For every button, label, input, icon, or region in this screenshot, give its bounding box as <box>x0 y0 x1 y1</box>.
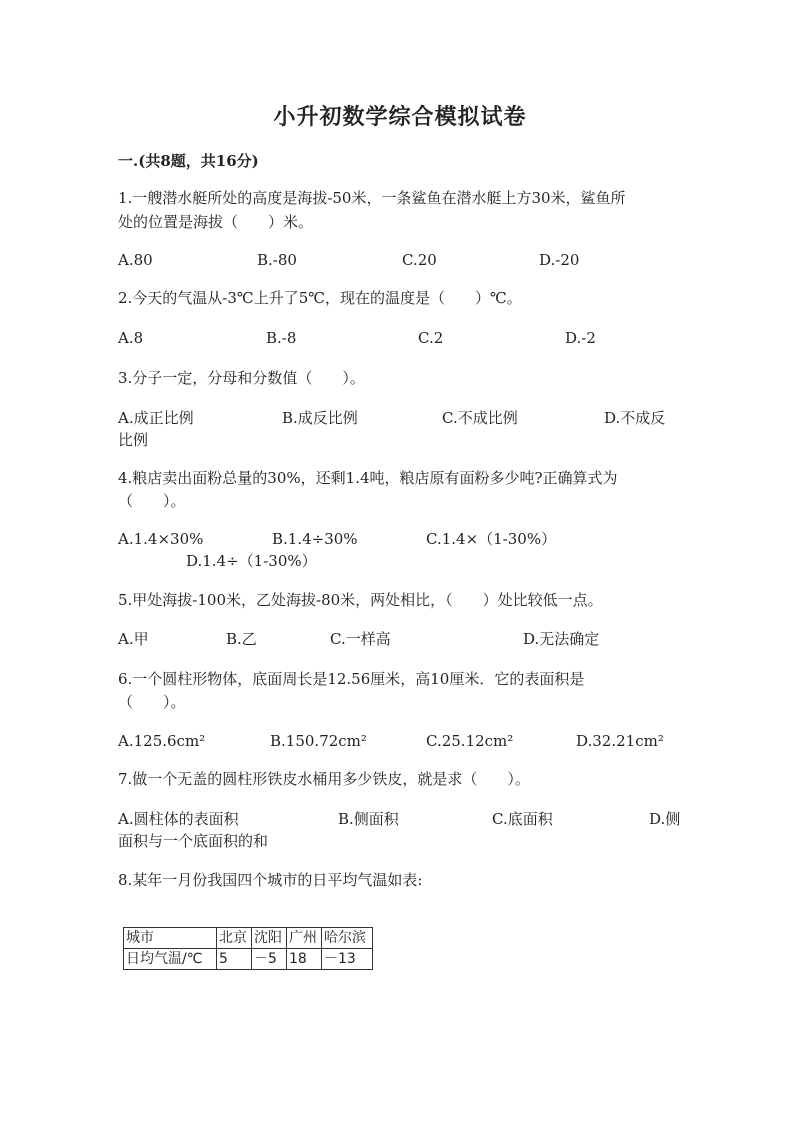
q6-option-b: B.150.72cm² <box>270 732 367 750</box>
q1-option-c: C.20 <box>402 251 437 269</box>
q4-option-d: D.1.4÷（1-30%） <box>186 552 317 570</box>
q4-option-b: B.1.4÷30% <box>272 530 358 548</box>
q4-option-a: A.1.4×30% <box>118 530 204 548</box>
q6-option-c: C.25.12cm² <box>426 732 514 750</box>
q3-option-b: B.成反比例 <box>282 409 358 427</box>
temperature-table <box>123 927 373 970</box>
q3-option-a: A.成正比例 <box>118 409 194 427</box>
table-cell: －13 <box>322 949 373 970</box>
q6-option-a: A.125.6cm² <box>118 732 206 750</box>
q7-option-d: D.侧 <box>649 810 681 828</box>
question-5-text: 5.甲处海拔-100米，乙处海拔-80米，两处相比，（ ）处比较低一点。 <box>118 591 603 609</box>
q3-option-d-cont: 比例 <box>118 431 149 449</box>
q7-option-a: A.圆柱体的表面积 <box>118 810 239 828</box>
table-cell: 5 <box>217 949 252 970</box>
q2-option-b: B.-8 <box>266 329 297 347</box>
table-row <box>124 949 373 970</box>
table-header-cell: 哈尔滨 <box>322 928 373 949</box>
q2-option-a: A.8 <box>118 329 144 347</box>
section-heading: 一.(共8题，共16分) <box>118 152 259 170</box>
table-header-cell: 沈阳 <box>252 928 287 949</box>
table-header-cell: 城市 <box>124 928 217 949</box>
question-3-text: 3.分子一定，分母和分数值（ ）。 <box>118 369 365 387</box>
question-6-text: 6.一个圆柱形物体，底面周长是12.56厘米，高10厘米．它的表面积是 <box>118 670 585 688</box>
q5-option-b: B.乙 <box>226 630 257 648</box>
question-8-text: 8.某年一月份我国四个城市的日平均气温如表: <box>118 871 423 889</box>
question-2-text: 2.今天的气温从-3℃上升了5℃，现在的温度是（ ）℃。 <box>118 289 522 307</box>
question-6-text-cont: （ ）。 <box>118 693 186 711</box>
q3-option-c: C.不成比例 <box>442 409 518 427</box>
q7-option-b: B.侧面积 <box>338 810 399 828</box>
q1-option-b: B.-80 <box>257 251 297 269</box>
q1-option-a: A.80 <box>118 251 153 269</box>
q4-option-c: C.1.4×（1-30%） <box>426 530 557 548</box>
table-header-cell: 北京 <box>217 928 252 949</box>
table-cell: 18 <box>287 949 322 970</box>
q7-option-c: C.底面积 <box>492 810 553 828</box>
q2-option-d: D.-2 <box>565 329 596 347</box>
question-7-text: 7.做一个无盖的圆柱形铁皮水桶用多少铁皮，就是求（ ）。 <box>118 770 530 788</box>
q5-option-c: C.一样高 <box>330 630 391 648</box>
q2-option-c: C.2 <box>418 329 444 347</box>
table-cell: 日均气温/℃ <box>124 949 217 970</box>
question-1-text-cont: 处的位置是海拔（ ）米。 <box>118 213 314 231</box>
q3-option-d: D.不成反 <box>604 409 666 427</box>
table-cell: －5 <box>252 949 287 970</box>
q5-option-a: A.甲 <box>118 630 149 648</box>
q1-option-d: D.-20 <box>539 251 580 269</box>
table-header-cell: 广州 <box>287 928 322 949</box>
question-4-text: 4.粮店卖出面粉总量的30%，还剩1.4吨，粮店原有面粉多少吨?正确算式为 <box>118 469 618 487</box>
table-header-row <box>124 928 373 949</box>
question-4-text-cont: （ ）。 <box>118 492 186 510</box>
q6-option-d: D.32.21cm² <box>576 732 664 750</box>
q7-option-d-cont: 面积与一个底面积的和 <box>118 832 269 850</box>
page-title: 小升初数学综合模拟试卷 <box>273 104 527 130</box>
q5-option-d: D.无法确定 <box>523 630 600 648</box>
question-1-text: 1.一艘潜水艇所处的高度是海拔-50米，一条鲨鱼在潜水艇上方30米，鲨鱼所 <box>118 189 626 207</box>
